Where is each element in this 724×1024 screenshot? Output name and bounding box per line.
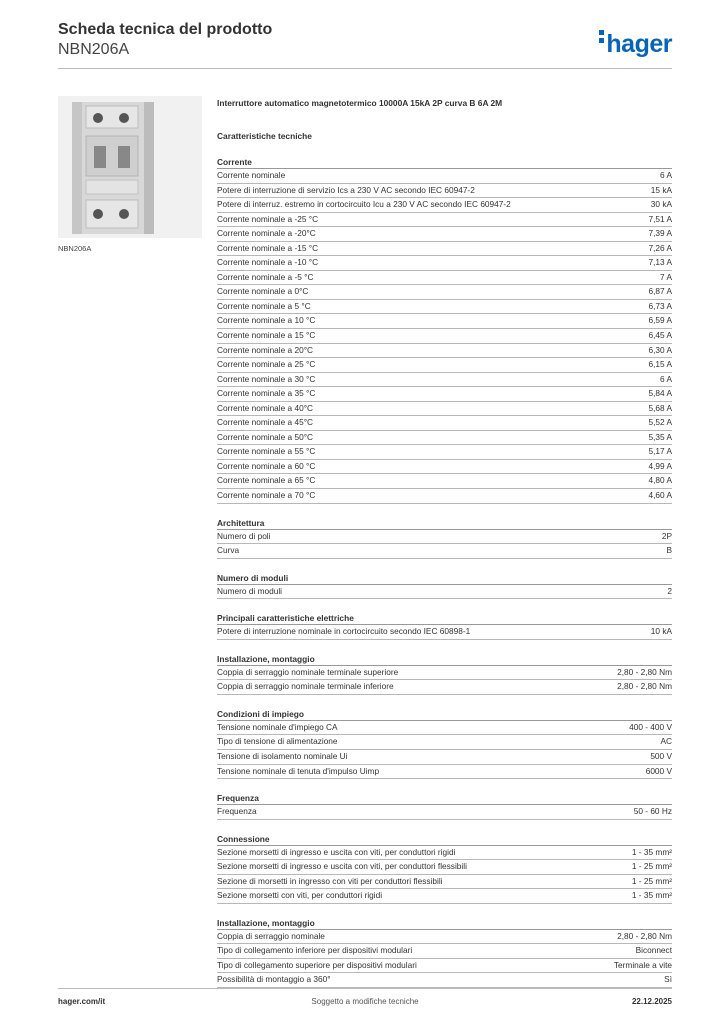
spec-label: Corrente nominale a 70 °C [217, 490, 316, 501]
spec-label: Corrente nominale a 25 °C [217, 359, 316, 370]
spec-label: Sezione di morsetti in ingresso con viti per conduttori flessibili [217, 875, 443, 886]
spec-value: Sì [664, 974, 672, 985]
page-header [58, 20, 672, 59]
spec-row [217, 530, 672, 545]
spec-value: 1 - 35 mm² [631, 890, 672, 901]
spec-label: Corrente nominale a -25 °C [217, 213, 319, 224]
header-divider [58, 68, 672, 69]
spec-label: Corrente nominale [217, 170, 286, 180]
spec-row [217, 314, 672, 329]
spec-value: 7 A [660, 271, 672, 282]
spec-value: AC [660, 736, 672, 747]
spec-value: 500 V [650, 750, 672, 761]
spec-label: Tensione nominale di tenuta d'impulso Uimp [217, 765, 380, 776]
spec-label: Possibilità di montaggio a 360° [217, 974, 331, 985]
spec-label: Corrente nominale a 15 °C [217, 330, 316, 341]
product-image [58, 96, 202, 238]
spec-row [217, 875, 672, 890]
spec-row [217, 973, 672, 988]
spec-row [217, 271, 672, 286]
spec-label: Coppia di serraggio nominale terminale inferiore [217, 681, 394, 692]
spec-value: 5,84 A [648, 388, 672, 399]
spec-section [217, 708, 672, 779]
spec-label: Sezione morsetti di ingresso e uscita con viti, per conduttori flessibili [217, 861, 467, 872]
section-title: Architettura [217, 517, 672, 530]
spec-row [217, 625, 672, 640]
spec-value: 4,80 A [648, 475, 672, 486]
spec-row [217, 585, 672, 600]
spec-value: 2,80 - 2,80 Nm [617, 681, 672, 692]
spec-label: Sezione morsetti di ingresso e uscita con viti, per conduttori rigidi [217, 846, 456, 857]
product-title: Interruttore automatico magnetotermico 10000A 15kA 2P curva B 6A 2M [217, 98, 503, 108]
spec-value: 2,80 - 2,80 Nm [617, 930, 672, 941]
spec-value: 1 - 25 mm² [631, 861, 672, 872]
spec-value: 6000 V [645, 765, 672, 776]
spec-row [217, 489, 672, 504]
section-title: Numero di moduli [217, 572, 672, 585]
spec-value: 15 kA [650, 184, 672, 195]
spec-label: Corrente nominale a 0°C [217, 286, 309, 297]
tech-heading: Caratteristiche tecniche [217, 131, 312, 141]
section-title: Installazione, montaggio [217, 917, 672, 930]
section-title: Frequenza [217, 792, 672, 805]
spec-section [217, 792, 672, 820]
spec-row [217, 431, 672, 446]
spec-label: Corrente nominale a 45°C [217, 417, 314, 428]
spec-row [217, 805, 672, 820]
spec-row [217, 256, 672, 271]
spec-label: Corrente nominale a 65 °C [217, 475, 316, 486]
spec-row [217, 944, 672, 959]
spec-row [217, 959, 672, 974]
section-title: Connessione [217, 833, 672, 846]
spec-value: 5,68 A [648, 402, 672, 413]
spec-label: Potere di interruzione di servizio Ics a 230 V AC secondo IEC 60947-2 [217, 184, 475, 195]
spec-row [217, 544, 672, 559]
spec-value: 7,51 A [648, 213, 672, 224]
spec-value: 6 A [660, 170, 672, 180]
spec-row [217, 765, 672, 780]
spec-label: Corrente nominale a -15 °C [217, 242, 319, 253]
spec-label: Corrente nominale a 60 °C [217, 460, 316, 471]
logo-text: hager [606, 30, 672, 58]
spec-label: Potere di interruzione nominale in cortocircuito secondo IEC 60898-1 [217, 626, 471, 637]
logo-dots-icon [599, 30, 604, 46]
spec-value: 7,39 A [648, 228, 672, 239]
footer-date: 22.12.2025 [631, 997, 672, 1006]
spec-row [217, 846, 672, 861]
spec-label: Sezione morsetti con viti, per conduttori rigidi [217, 890, 383, 901]
spec-value: 2,80 - 2,80 Nm [617, 666, 672, 677]
spec-value: 6,73 A [648, 300, 672, 311]
spec-row [217, 445, 672, 460]
spec-row [217, 735, 672, 750]
spec-value: 4,99 A [648, 460, 672, 471]
spec-label: Tipo di tensione di alimentazione [217, 736, 338, 747]
spec-value: 1 - 35 mm² [631, 846, 672, 857]
spec-value: 6,87 A [648, 286, 672, 297]
spec-label: Corrente nominale a 20°C [217, 344, 314, 355]
spec-label: Coppia di serraggio nominale [217, 930, 325, 941]
spec-value: 6 A [660, 373, 672, 384]
spec-row [217, 329, 672, 344]
spec-row [217, 387, 672, 402]
spec-content [217, 97, 672, 988]
spec-sections [217, 156, 672, 988]
spec-label: Corrente nominale a -20°C [217, 228, 316, 239]
spec-row [217, 402, 672, 417]
spec-value: 30 kA [650, 199, 672, 210]
spec-row [217, 344, 672, 359]
spec-row [217, 285, 672, 300]
section-title: Principali caratteristiche elettriche [217, 612, 672, 625]
spec-value: 5,35 A [648, 431, 672, 442]
spec-label: Tensione nominale d'impiego CA [217, 721, 338, 732]
spec-label: Corrente nominale a 55 °C [217, 446, 316, 457]
spec-value: 6,59 A [648, 315, 672, 326]
spec-label: Potere di interruz. estremo in cortocircuito Icu a 230 V AC secondo IEC 60947-2 [217, 199, 511, 210]
spec-section [217, 653, 672, 695]
footer-divider [58, 988, 672, 989]
spec-row [217, 889, 672, 904]
spec-row [217, 358, 672, 373]
spec-row [217, 227, 672, 242]
page-title: Scheda tecnica del prodotto [58, 21, 273, 38]
spec-value: 50 - 60 Hz [633, 806, 672, 817]
section-title: Installazione, montaggio [217, 653, 672, 666]
spec-row [217, 416, 672, 431]
spec-section [217, 917, 672, 988]
spec-value: 1 - 25 mm² [631, 875, 672, 886]
spec-row [217, 680, 672, 695]
spec-label: Coppia di serraggio nominale terminale superiore [217, 666, 399, 677]
spec-label: Tipo di collegamento superiore per dispositivi modulari [217, 959, 417, 970]
spec-label: Tipo di collegamento inferiore per dispositivi modulari [217, 945, 413, 956]
spec-section [217, 517, 672, 559]
spec-row [217, 721, 672, 736]
spec-label: Corrente nominale a 30 °C [217, 373, 316, 384]
spec-row [217, 474, 672, 489]
footer-website[interactable]: hager.com/it [58, 997, 106, 1006]
spec-value: 2P [661, 530, 672, 541]
spec-label: Corrente nominale a 35 °C [217, 388, 316, 399]
spec-row [217, 300, 672, 315]
footer-note: Soggetto a modifiche tecniche [311, 997, 419, 1006]
spec-label: Numero di moduli [217, 585, 283, 596]
spec-row [217, 169, 672, 184]
spec-value: 10 kA [650, 626, 672, 637]
spec-label: Frequenza [217, 806, 257, 817]
spec-section [217, 612, 672, 640]
spec-value: 6,45 A [648, 330, 672, 341]
spec-row [217, 213, 672, 228]
spec-row [217, 184, 672, 199]
spec-label: Tensione di isolamento nominale Ui [217, 750, 348, 761]
spec-section [217, 572, 672, 600]
spec-row [217, 198, 672, 213]
spec-label: Corrente nominale a 40°C [217, 402, 314, 413]
spec-value: 4,60 A [648, 490, 672, 501]
spec-label: Corrente nominale a 10 °C [217, 315, 316, 326]
spec-row [217, 750, 672, 765]
spec-section [217, 156, 672, 504]
spec-value: 5,52 A [648, 417, 672, 428]
spec-row [217, 860, 672, 875]
spec-label: Corrente nominale a -10 °C [217, 257, 319, 268]
spec-value: 5,17 A [648, 446, 672, 457]
spec-row [217, 373, 672, 388]
spec-row [217, 242, 672, 257]
spec-value: Biconnect [635, 945, 672, 956]
hager-logo [599, 30, 672, 59]
spec-row [217, 666, 672, 681]
circuit-breaker-icon [58, 96, 202, 238]
spec-row [217, 460, 672, 475]
spec-row [217, 930, 672, 945]
spec-value: 7,26 A [648, 242, 672, 253]
product-code: NBN206A [58, 41, 130, 58]
spec-value: 6,15 A [648, 359, 672, 370]
spec-label: Corrente nominale a 5 °C [217, 300, 311, 311]
section-title: Corrente [217, 156, 672, 169]
section-title: Condizioni di impiego [217, 708, 672, 721]
spec-label: Numero di poli [217, 530, 271, 541]
spec-label: Curva [217, 545, 240, 556]
spec-label: Corrente nominale a -5 °C [217, 271, 314, 282]
spec-value: 400 - 400 V [629, 721, 672, 732]
spec-value: 2 [667, 585, 672, 596]
spec-value: B [666, 545, 672, 556]
spec-value: 7,13 A [648, 257, 672, 268]
image-caption: NBN206A [58, 244, 92, 253]
spec-label: Corrente nominale a 50°C [217, 431, 314, 442]
spec-section [217, 833, 672, 904]
spec-value: Terminale a vite [613, 959, 672, 970]
spec-value: 6,30 A [648, 344, 672, 355]
